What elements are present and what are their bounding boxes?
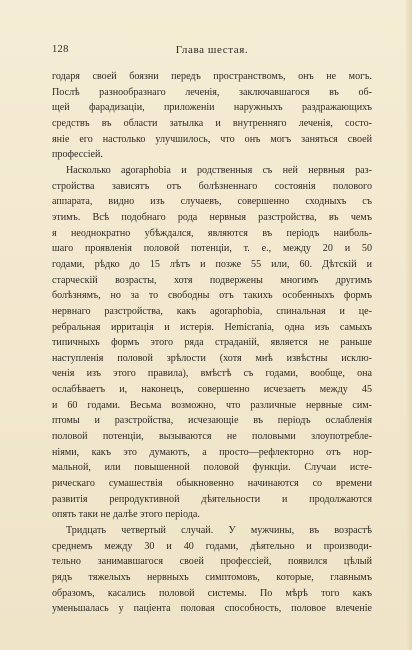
- text-line: половой потенціи, вызываются не половыми злоупотребле-: [52, 431, 372, 443]
- text-line: старческій возрасты, хотя подвержены многимъ другимъ: [52, 274, 372, 286]
- text-line: рическаго сумашествія обыкновенно начинаются со времени: [52, 478, 372, 490]
- text-line: Тридцать четвертый случай. У мужчины, въ возрастѣ: [66, 525, 372, 537]
- text-line: птомы и разстройства, исчезающіе въ періодъ ослабленія: [52, 415, 372, 427]
- text-line: наступленія половой зрѣлости (хотя мнѣ извѣстны исклю-: [52, 352, 372, 364]
- body-text: [52, 69, 372, 617]
- text-line: ніями, какъ это думаютъ, а просто—рефлекторно отъ нор-: [52, 446, 372, 458]
- paragraph: [52, 163, 372, 523]
- text-line: годами, рѣдко до 15 лѣтъ и позже 55 или, 60. Дѣтскій и: [52, 258, 372, 270]
- text-line: образомъ, касались половой системы. По мѣрѣ того какъ: [52, 587, 372, 599]
- page-edge: [406, 0, 412, 650]
- text-line: шаго проявленія половой потенціи, т. е., между 20 и 50: [52, 243, 372, 255]
- text-line: я неоднократно убѣждался, являются въ періодъ наиболь-: [52, 227, 372, 239]
- text-line: нервнаго разстройства, какъ agoraphobia, спинальная и це-: [52, 305, 372, 317]
- running-head: Глава шестая.: [175, 44, 249, 56]
- text-line: ребральная ирритація и истерія. Hemicrania, одна изъ самыхъ: [52, 321, 372, 333]
- page-header: [52, 44, 372, 60]
- text-line: стройства зависятъ отъ болѣзненнаго состоянія полового: [52, 180, 372, 192]
- text-line: профессіей.: [52, 149, 103, 161]
- text-line: типичныхъ формъ этого ряда страданій, является не раньше: [52, 337, 372, 349]
- text-line: ченія изъ этого правила), вмѣстѣ съ годами, вообще, она: [52, 368, 372, 380]
- page-number: 128: [52, 44, 69, 55]
- text-line: ослабѣваетъ и, наконецъ, совершенно исчезаетъ между 45: [52, 384, 372, 396]
- text-line: рядъ тяжелыхъ нервныхъ симптомовъ, которые, главнымъ: [52, 572, 372, 583]
- text-line: аппарата, видно изъ случаевъ, совершенно сходныхъ съ: [52, 196, 372, 208]
- text-line: Послѣ разнообразнаго леченія, заключавшагося въ об-: [52, 86, 372, 98]
- text-line: и 60 годами. Весьма возможно, что различные нервные сим-: [52, 399, 372, 411]
- text-line: тельно занимавшагося своей профессіей, появился цѣлый: [52, 556, 372, 568]
- text-line: этимъ. Всѣ подобнаго рода нервныя разстройства, въ чемъ: [52, 211, 372, 223]
- text-line: Насколько agoraphobia и родственныя съ ней нервныя раз-: [66, 164, 372, 176]
- text-line: яніе его настолько улучшилось, что онъ могъ заняться своей: [52, 133, 372, 145]
- text-line: развитія репродуктивной дѣятельности и продолжаются: [52, 493, 372, 505]
- text-line: среднемъ между 30 и 40 годами, дѣятельно и производи-: [52, 540, 372, 552]
- text-line: средствъ въ области затылка и внутренняго леченія, состо-: [52, 117, 372, 129]
- text-line: мальной, или повышенной половой функціи. Случаи исте-: [52, 462, 372, 474]
- paragraph: [52, 523, 372, 617]
- text-line: опять таки не далѣе этого періода.: [52, 509, 200, 521]
- paragraph: [52, 69, 372, 163]
- text-line: годаря своей боязни передъ пространствомъ, онъ не могъ.: [52, 71, 372, 82]
- text-line: уменьшалась у паціента половая способность, половое влеченіе: [52, 603, 372, 615]
- text-line: щей фарадизаціи, приложеніи наружныхъ раздражающихъ: [52, 102, 372, 114]
- text-line: болѣзнямъ, но за то свободны отъ такихъ особенныхъ формъ: [52, 290, 372, 302]
